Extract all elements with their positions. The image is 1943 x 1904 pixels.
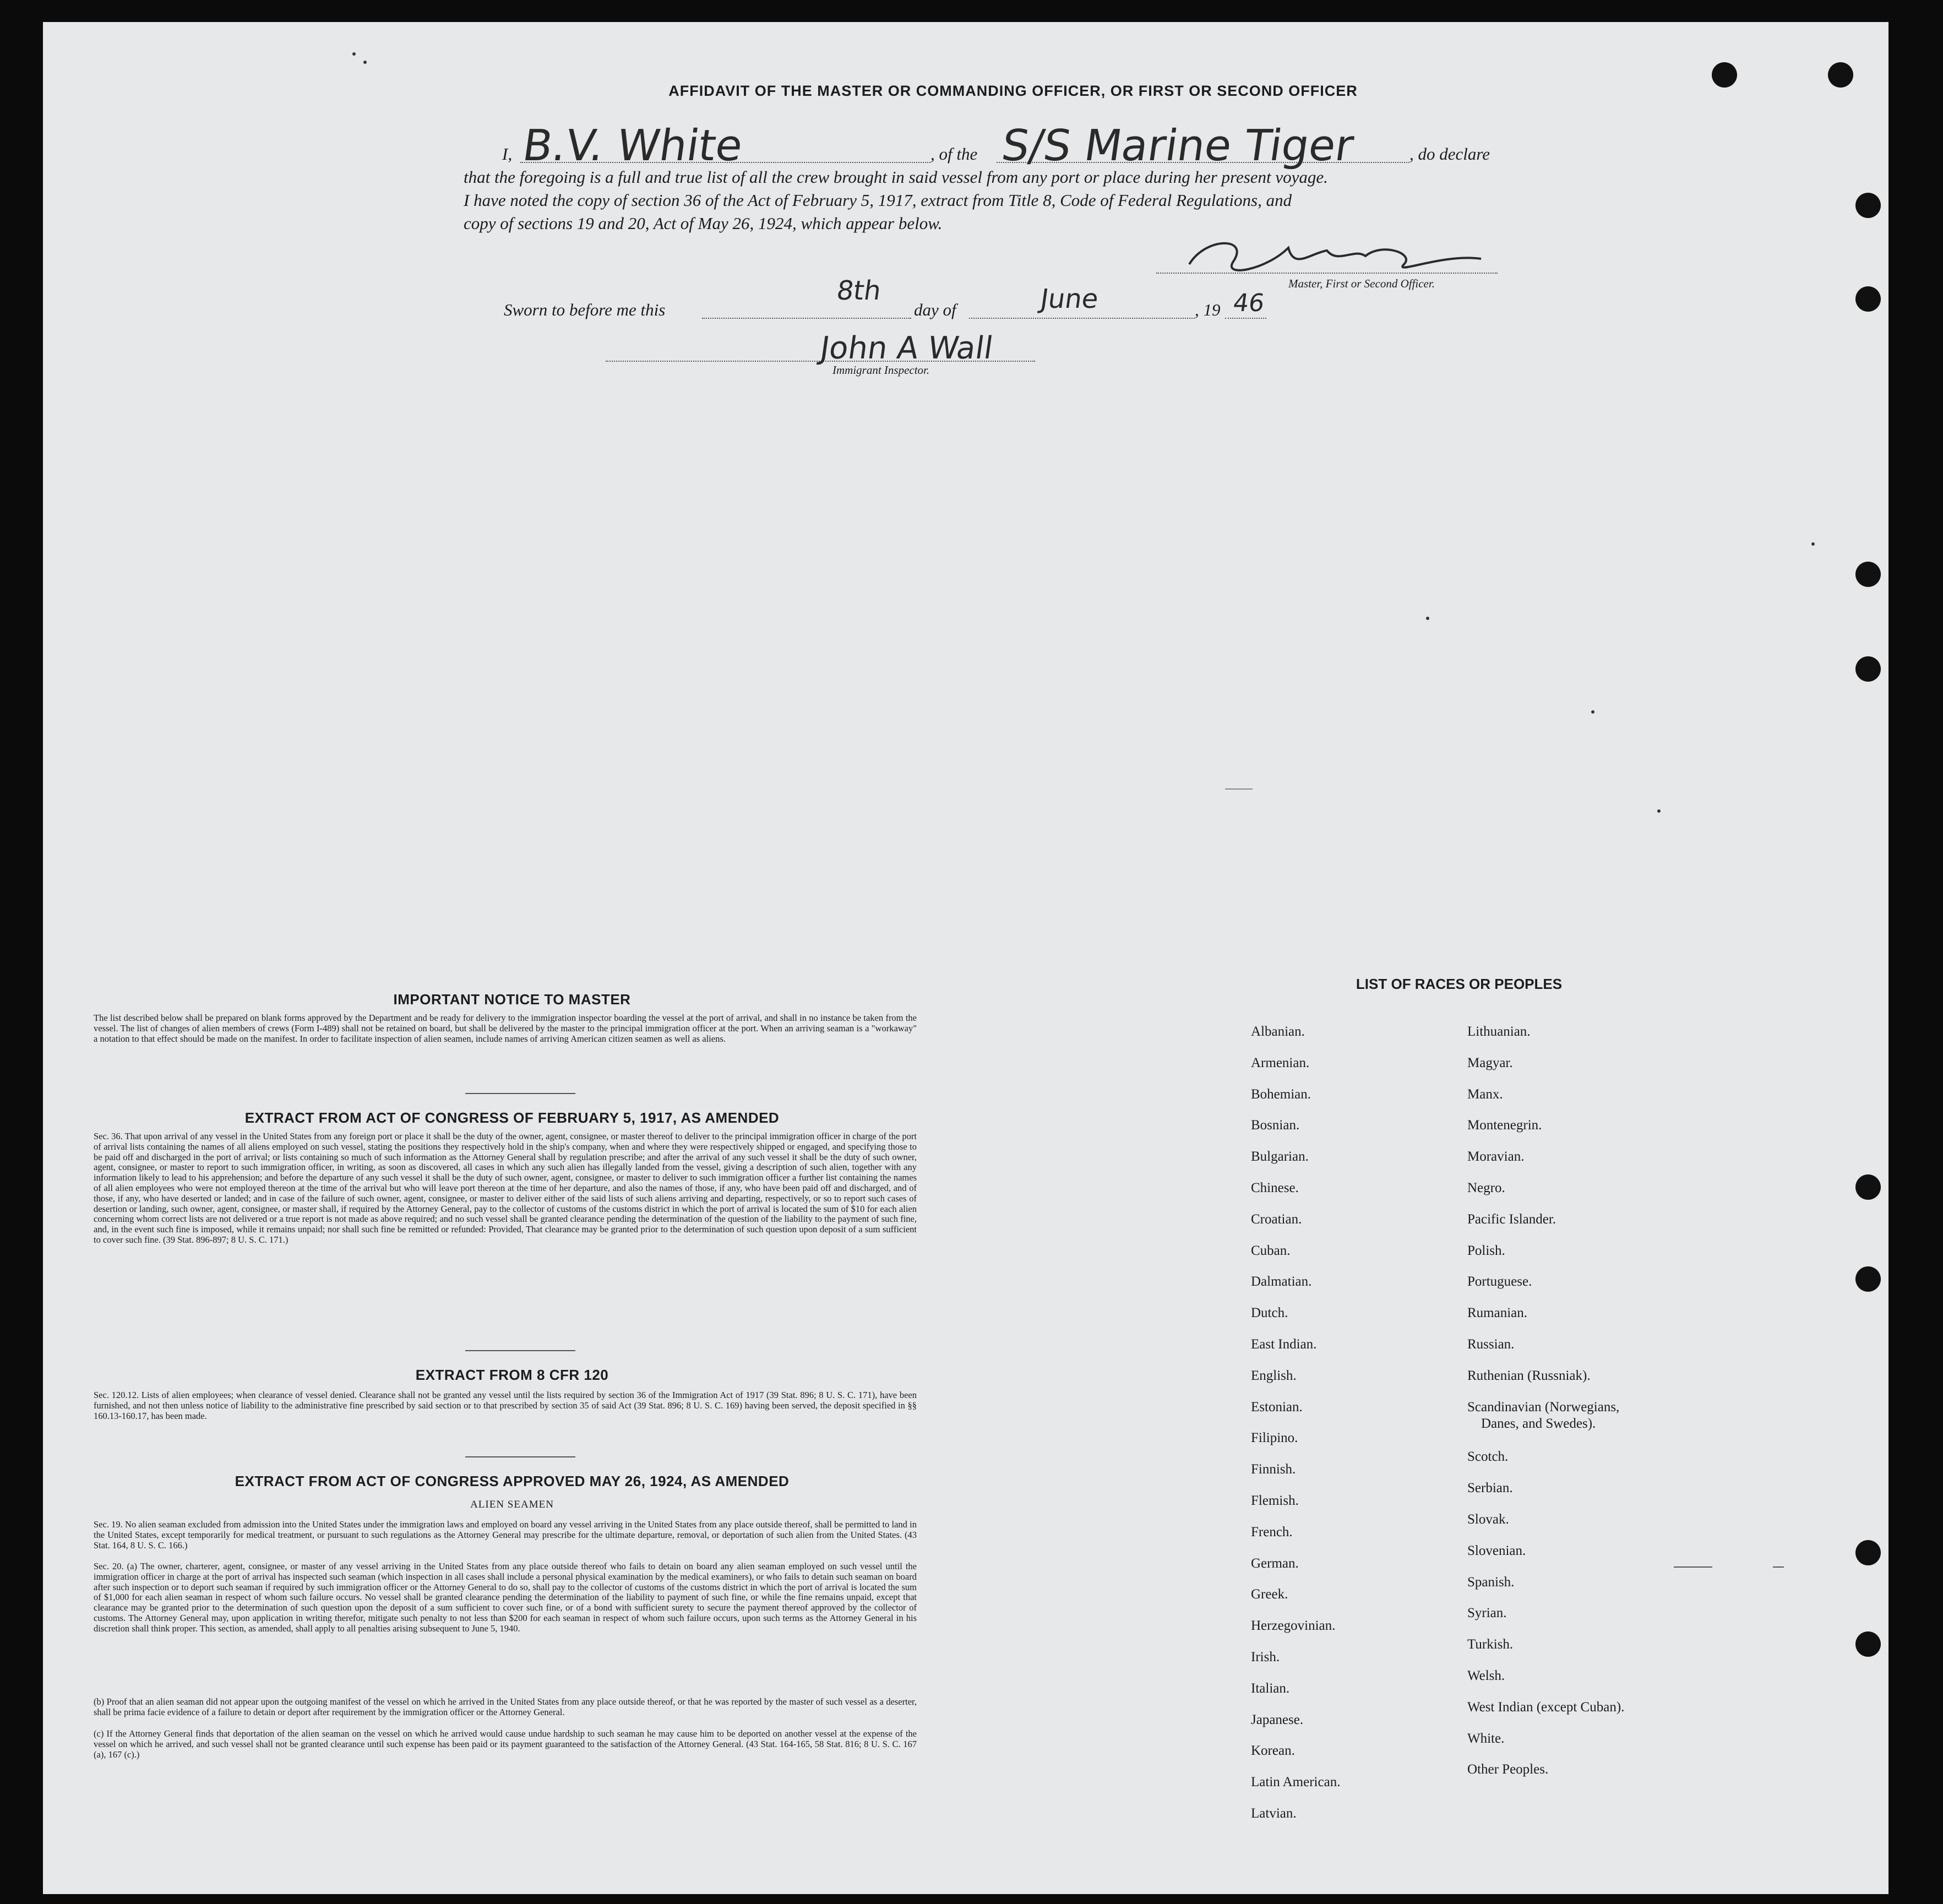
race-item: Danes, and Swedes). — [1481, 1416, 1596, 1431]
master-caption: Master, First or Second Officer. — [1288, 277, 1435, 290]
day-of-label: day of — [914, 300, 956, 319]
race-item: White. — [1467, 1731, 1505, 1746]
race-item: East Indian. — [1251, 1337, 1317, 1352]
binder-hole — [1855, 1540, 1881, 1565]
year-suffix-handwritten: 46 — [1231, 289, 1266, 317]
vessel-name-handwritten: S/S Marine Tiger — [998, 121, 1357, 171]
race-item: Korean. — [1251, 1743, 1295, 1759]
speck — [352, 52, 356, 56]
race-item: Pacific Islander. — [1467, 1211, 1556, 1227]
race-item: Bohemian. — [1251, 1086, 1311, 1102]
extract-cfr-body: Sec. 120.12. Lists of alien employees; when clearance of vessel denied. Clearance shall not be granted any vessel until the lists required by section 36 of the Immigration Act of 1917 (39 Stat. 896; 8 U. S. C. 171), have been furnished, and not then unless notice of liability to the administrative fine prescribed by said section or to that prescribed by section 35 of said Act (39 Stat. 896; 8 U. S. C. 169) having been served, the deposit specified in §§ 160.13-160.17, has been made. — [94, 1390, 917, 1421]
race-item: Dutch. — [1251, 1305, 1288, 1321]
race-item: Chinese. — [1251, 1181, 1299, 1195]
race-item: Bosnian. — [1251, 1118, 1300, 1133]
races-title: LIST OF RACES OR PEOPLES — [1356, 976, 1563, 992]
binder-hole — [1855, 286, 1881, 312]
race-item: German. — [1251, 1555, 1299, 1571]
extract-1917-title: EXTRACT FROM ACT OF CONGRESS OF FEBRUARY 5, 1917, AS AMENDED — [244, 1109, 780, 1126]
race-item: Slovenian. — [1467, 1543, 1526, 1558]
sworn-day-handwritten: 8th — [835, 275, 883, 306]
section-divider — [465, 1093, 575, 1094]
extract-1917-body: Sec. 36. That upon arrival of any vessel in the United States from any foreign port or place it shall be the duty of the owner, agent, consignee, or master thereof to deliver to the principal immigration officer in charge of the port of arrival lists containing the names of all aliens employed on such vessel, stating the positions they respectively hold in the ship's company, when and where they were respectively shipped or engaged, and specifying those to be paid off and discharged in the port of arrival; or lists containing so much of such information as the Attorney General shall by regulation prescribe; and after the arrival of any such vessel it shall be the duty of such owner, agent, consignee, or master to report to such immigration officer, in writing, as soon as discovered, all cases in which any such alien has illegally landed from the vessel, giving a description of such alien, together with any information likely to lead to his apprehension; and before the departure of any such vessel it shall be the duty of such owner, agent, consignee, or master to deliver to such immigration officer a further list containing the names of all alien employees who were not employed thereon at the time of the arrival but who will leave port thereon at the time of her departure, and also the names of those, if any, who have been paid off and discharged, and of those, if any, who have deserted or landed; and in case of the failure of such owner, agent, consignee, or master to deliver either of the said lists of such aliens arriving and departing, respectively, or so to report such cases of desertion or landing, such owner, agent, consignee, or master shall, if required by the Attorney General, pay to the collector of customs of the customs district in which the port of arrival is located the sum of $10 for each alien concerning whom correct lists are not delivered or a true report is not made as above required; and no such vessel shall be granted clearance pending the determination of the question of the liability to the payment of such fine, and, in the event such fine is imposed, while it remains unpaid; nor shall such fine be remitted or refunded: Provided, That clearance may be granted prior to the determination of such question upon deposit of a sum sufficient to cover such fine. (39 Stat. 896-897; 8 U. S. C. 171.) — [94, 1131, 917, 1245]
stray-mark — [1674, 1566, 1712, 1568]
inspector-signature-handwritten: John A Wall — [818, 330, 995, 366]
race-item: Japanese. — [1251, 1712, 1304, 1727]
race-item: Welsh. — [1467, 1668, 1505, 1683]
race-item: Syrian. — [1467, 1606, 1507, 1621]
speck — [1811, 542, 1815, 546]
affidavit-text-line2: I have noted the copy of section 36 of the Act of February 5, 1917, extract from Title 8, Code of Federal Regulations, and — [464, 191, 1292, 210]
race-item: Montenegrin. — [1467, 1118, 1542, 1133]
race-item: English. — [1251, 1368, 1297, 1383]
affidavit-text-line1: that the foregoing is a full and true list of all the crew brought in said vessel from any port or place during her present voyage. — [464, 167, 1328, 187]
race-item: Herzegovinian. — [1251, 1618, 1336, 1634]
month-line — [969, 318, 1195, 319]
sworn-month-handwritten: June — [1038, 284, 1101, 314]
race-item: Negro. — [1467, 1181, 1505, 1195]
race-item: Latin American. — [1251, 1775, 1341, 1790]
extract-1924-sec19: Sec. 19. No alien seaman excluded from admission into the United States under the immigration laws and employed on board any vessel arriving in the United States from any place outside thereof, shall be permitted to land in the United States, except temporarily for medical treatment, or pursuant to such regulations as the Attorney General may prescribe for the ultimate departure, removal, or deportation of such alien from the United States. (43 Stat. 164, 8 U. S. C. 166.) — [94, 1519, 917, 1551]
race-item: Italian. — [1251, 1680, 1290, 1696]
extract-cfr-title: EXTRACT FROM 8 CFR 120 — [415, 1367, 609, 1383]
sworn-prefix: Sworn to before me this — [504, 300, 666, 319]
race-item: Slovak. — [1467, 1512, 1509, 1527]
race-item: Spanish. — [1467, 1574, 1515, 1590]
speck — [1426, 617, 1429, 620]
binder-hole — [1855, 1266, 1881, 1292]
section-divider — [465, 1456, 575, 1457]
race-item: Irish. — [1251, 1650, 1280, 1664]
race-item: Finnish. — [1251, 1462, 1296, 1477]
notice-title: IMPORTANT NOTICE TO MASTER — [393, 991, 631, 1008]
master-signature-line — [1156, 273, 1498, 274]
binder-hole — [1855, 562, 1881, 587]
race-item: Albanian. — [1251, 1024, 1305, 1039]
extract-1924-sec20b: (b) Proof that an alien seaman did not appear upon the outgoing manifest of the vessel on which he arrived in the United States from any place outside thereof, or that he was reported by the master of such vessel as a deserter, shall be prima facie evidence of a failure to detain or deport after requirement by the immigration officer or the Attorney General. — [94, 1696, 917, 1717]
race-item: Latvian. — [1251, 1806, 1297, 1821]
race-item: Dalmatian. — [1251, 1274, 1312, 1290]
year-line — [1225, 318, 1266, 319]
extract-1924-sec20c: (c) If the Attorney General finds that deportation of the alien seaman on the vessel on which he arrived would cause undue hardship to such seaman he may cause him to be deported on another vessel at the expense of the vessel on which he arrived, and such vessel shall not be granted clearance until such expense has been paid or its payment guaranteed to the satisfaction of the Attorney General. (43 Stat. 164-165, 58 Stat. 816; 8 U. S. C. 167 (a), 167 (c).) — [94, 1728, 917, 1760]
i-prefix: I, — [502, 144, 513, 164]
race-item: French. — [1251, 1524, 1293, 1539]
extract-1924-title: EXTRACT FROM ACT OF CONGRESS APPROVED MAY 26, 1924, AS AMENDED — [235, 1473, 790, 1489]
inspector-caption: Immigrant Inspector. — [832, 363, 930, 377]
race-item: Portuguese. — [1467, 1274, 1532, 1290]
master-name-handwritten: B.V. White — [519, 121, 746, 171]
race-item: Flemish. — [1251, 1493, 1299, 1508]
binder-hole — [1855, 1631, 1881, 1657]
race-item: Moravian. — [1467, 1149, 1525, 1165]
notice-body: The list described below shall be prepared on blank forms approved by the Department and be ready for delivery to the immigration inspector boarding the vessel at the port of arrival, and shall in no instance be taken from the vessel. The list of changes of alien members of crews (Form I-489) shall not be retained on board, but shall be delivered by the master to the principal immigration officer at the port. When an arriving seaman is a "workaway" a notation to that effect should be made on the manifest. In order to facilitate inspection of alien seamen, include names of arriving American citizen seamen as well as aliens. — [94, 1013, 917, 1044]
race-item: Bulgarian. — [1251, 1149, 1309, 1165]
extract-1924-sec20a: Sec. 20. (a) The owner, charterer, agent, consignee, or master of any vessel arriving in the United States from any place outside thereof who fails to detain on board any alien seaman employed on such vessel until the immigration officer in charge at the port of arrival has inspected such seaman (which inspection in all cases shall include a personal physical examination by the medical examiners), or who fails to detain such seaman on board after such inspection or to deport such seaman if required by such immigration officer or the Attorney General to do so, shall pay to the collector of customs of the customs district in which the port of arrival is located the sum of $1,000 for each alien seaman in respect of whom such failure occurs. No vessel shall be granted clearance pending the determination of the liability to payment of such fine, or while the fine remains unpaid, except that clearance may be granted prior to the determination of such question upon the deposit of a sum sufficient to cover such fine, or of a bond with sufficient surety to secure the payment thereof approved by the collector of customs. The Attorney General may, upon application in writing therefor, mitigate such penalty to not less than $200 for each seaman in respect of whom such failure occurs, upon such terms as the Attorney General in his discretion shall think proper. This section, as amended, shall apply to all penalties arising subsequent to June 5, 1940. — [94, 1561, 917, 1634]
speck — [1657, 809, 1661, 813]
race-item: Ruthenian (Russniak). — [1467, 1368, 1591, 1383]
race-item: Rumanian. — [1467, 1305, 1528, 1321]
affidavit-text-line3: copy of sections 19 and 20, Act of May 26, 1924, which appear below. — [464, 214, 943, 233]
race-item: West Indian (except Cuban). — [1467, 1699, 1625, 1715]
day-line — [702, 318, 911, 319]
race-item: Other Peoples. — [1467, 1762, 1549, 1777]
race-item: Greek. — [1251, 1587, 1288, 1602]
race-item: Cuban. — [1251, 1243, 1291, 1258]
stray-mark — [1773, 1566, 1784, 1568]
speck — [363, 61, 367, 64]
race-item: Lithuanian. — [1467, 1024, 1531, 1039]
binder-hole — [1712, 62, 1737, 88]
race-item: Russian. — [1467, 1337, 1515, 1352]
race-item: Manx. — [1467, 1086, 1503, 1102]
of-the-label: , of the — [930, 144, 978, 164]
do-declare-label: , do declare — [1409, 144, 1490, 164]
binder-hole — [1828, 62, 1853, 88]
affidavit-title: AFFIDAVIT OF THE MASTER OR COMMANDING OFFICER, OR FIRST OR SECOND OFFICER — [668, 83, 1358, 99]
race-item: Croatian. — [1251, 1211, 1302, 1227]
race-item: Serbian. — [1467, 1481, 1513, 1496]
race-item: Magyar. — [1467, 1055, 1513, 1070]
binder-hole — [1855, 1174, 1881, 1200]
binder-hole — [1855, 656, 1881, 682]
year-prefix: , 19 — [1195, 300, 1221, 319]
race-item: Scotch. — [1467, 1449, 1509, 1465]
stray-mark — [1225, 788, 1253, 790]
speck — [1591, 710, 1594, 714]
race-item: Estonian. — [1251, 1399, 1303, 1415]
binder-hole — [1855, 193, 1881, 218]
race-item: Armenian. — [1251, 1055, 1310, 1070]
alien-seamen-subtitle: ALIEN SEAMEN — [470, 1499, 554, 1510]
section-divider — [465, 1350, 575, 1351]
race-item: Turkish. — [1467, 1637, 1514, 1652]
race-item: Scandinavian (Norwegians, — [1467, 1399, 1620, 1415]
race-item: Filipino. — [1251, 1430, 1298, 1446]
race-item: Polish. — [1467, 1243, 1505, 1258]
